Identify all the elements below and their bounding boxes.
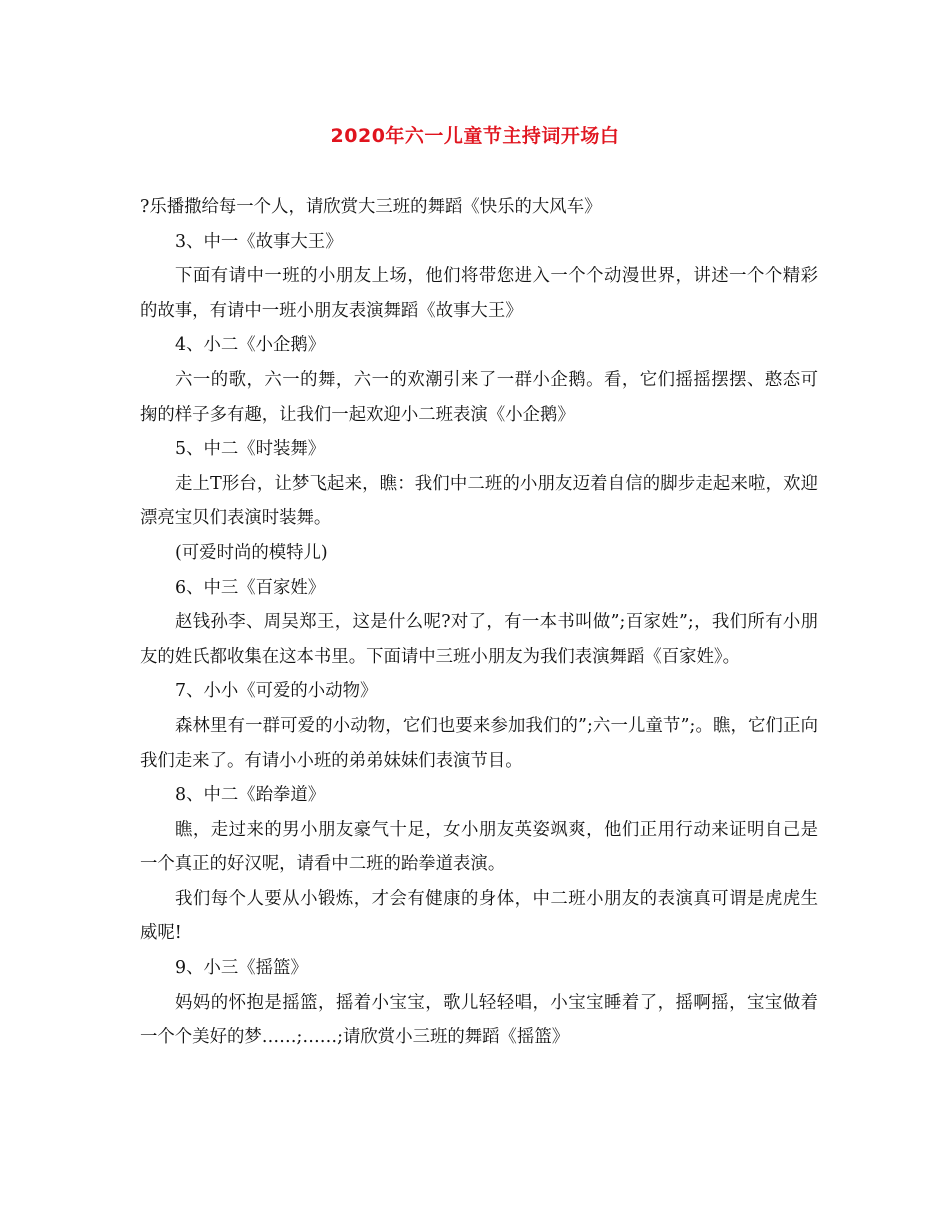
section-heading: 3、中一《故事大王》 [175, 231, 343, 252]
section-heading: 9、小三《摇篮》 [175, 958, 308, 979]
paragraph: 我们每个人要从小锻炼，才会有健康的身体，中二班小朋友的表演真可谓是虎虎生威呢! [140, 888, 818, 944]
document-body [140, 190, 818, 1055]
paragraph: 六一的歌，六一的舞，六一的欢潮引来了一群小企鹅。看，它们摇摇摆摆、憨态可掬的样子多有趣，让我们一起欢迎小二班表演《小企鹅》 [140, 369, 818, 425]
section-heading: 4、小二《小企鹅》 [175, 335, 326, 356]
paragraph: ?乐播撒给每一个人，请欣赏大三班的舞蹈《快乐的大风车》 [140, 197, 602, 217]
paragraph: 赵钱孙李、周吴郑王，这是什么呢?对了，有一本书叫做”;百家姓”;，我们所有小朋友的姓氏都收集在这本书里。下面请中三班小朋友为我们表演舞蹈《百家姓》。 [140, 612, 818, 667]
paragraph: 走上T形台，让梦飞起来，瞧：我们中二班的小朋友迈着自信的脚步走起来啦，欢迎漂亮宝贝们表演时装舞。 [140, 473, 818, 529]
paragraph: 妈妈的怀抱是摇篮，摇着小宝宝，歌儿轻轻唱，小宝宝睡着了，摇啊摇，宝宝做着一个个美好的梦……;……;请欣赏小三班的舞蹈《摇篮》 [140, 992, 818, 1048]
document-title: 2020年六一儿童节主持词开场白 [330, 125, 620, 147]
paragraph: (可爱时尚的模特儿) [175, 542, 328, 563]
paragraph: 下面有请中一班的小朋友上场，他们将带您进入一个个动漫世界，讲述一个个精彩的故事，有请中一班小朋友表演舞蹈《故事大王》 [140, 266, 818, 321]
paragraph: 森林里有一群可爱的小动物，它们也要来参加我们的”;六一儿童节”;。瞧，它们正向我们走来了。有请小小班的弟弟妹妹们表演节目。 [140, 715, 818, 771]
section-heading: 6、中三《百家姓》 [175, 577, 326, 598]
section-heading: 8、中二《跆拳道》 [175, 785, 326, 806]
section-heading: 7、小小《可爱的小动物》 [175, 681, 378, 702]
paragraph: 瞧，走过来的男小朋友豪气十足，女小朋友英姿飒爽，他们正用行动来证明自己是一个真正的好汉呢，请看中二班的跆拳道表演。 [140, 819, 818, 875]
section-heading: 5、中二《时装舞》 [175, 439, 326, 460]
